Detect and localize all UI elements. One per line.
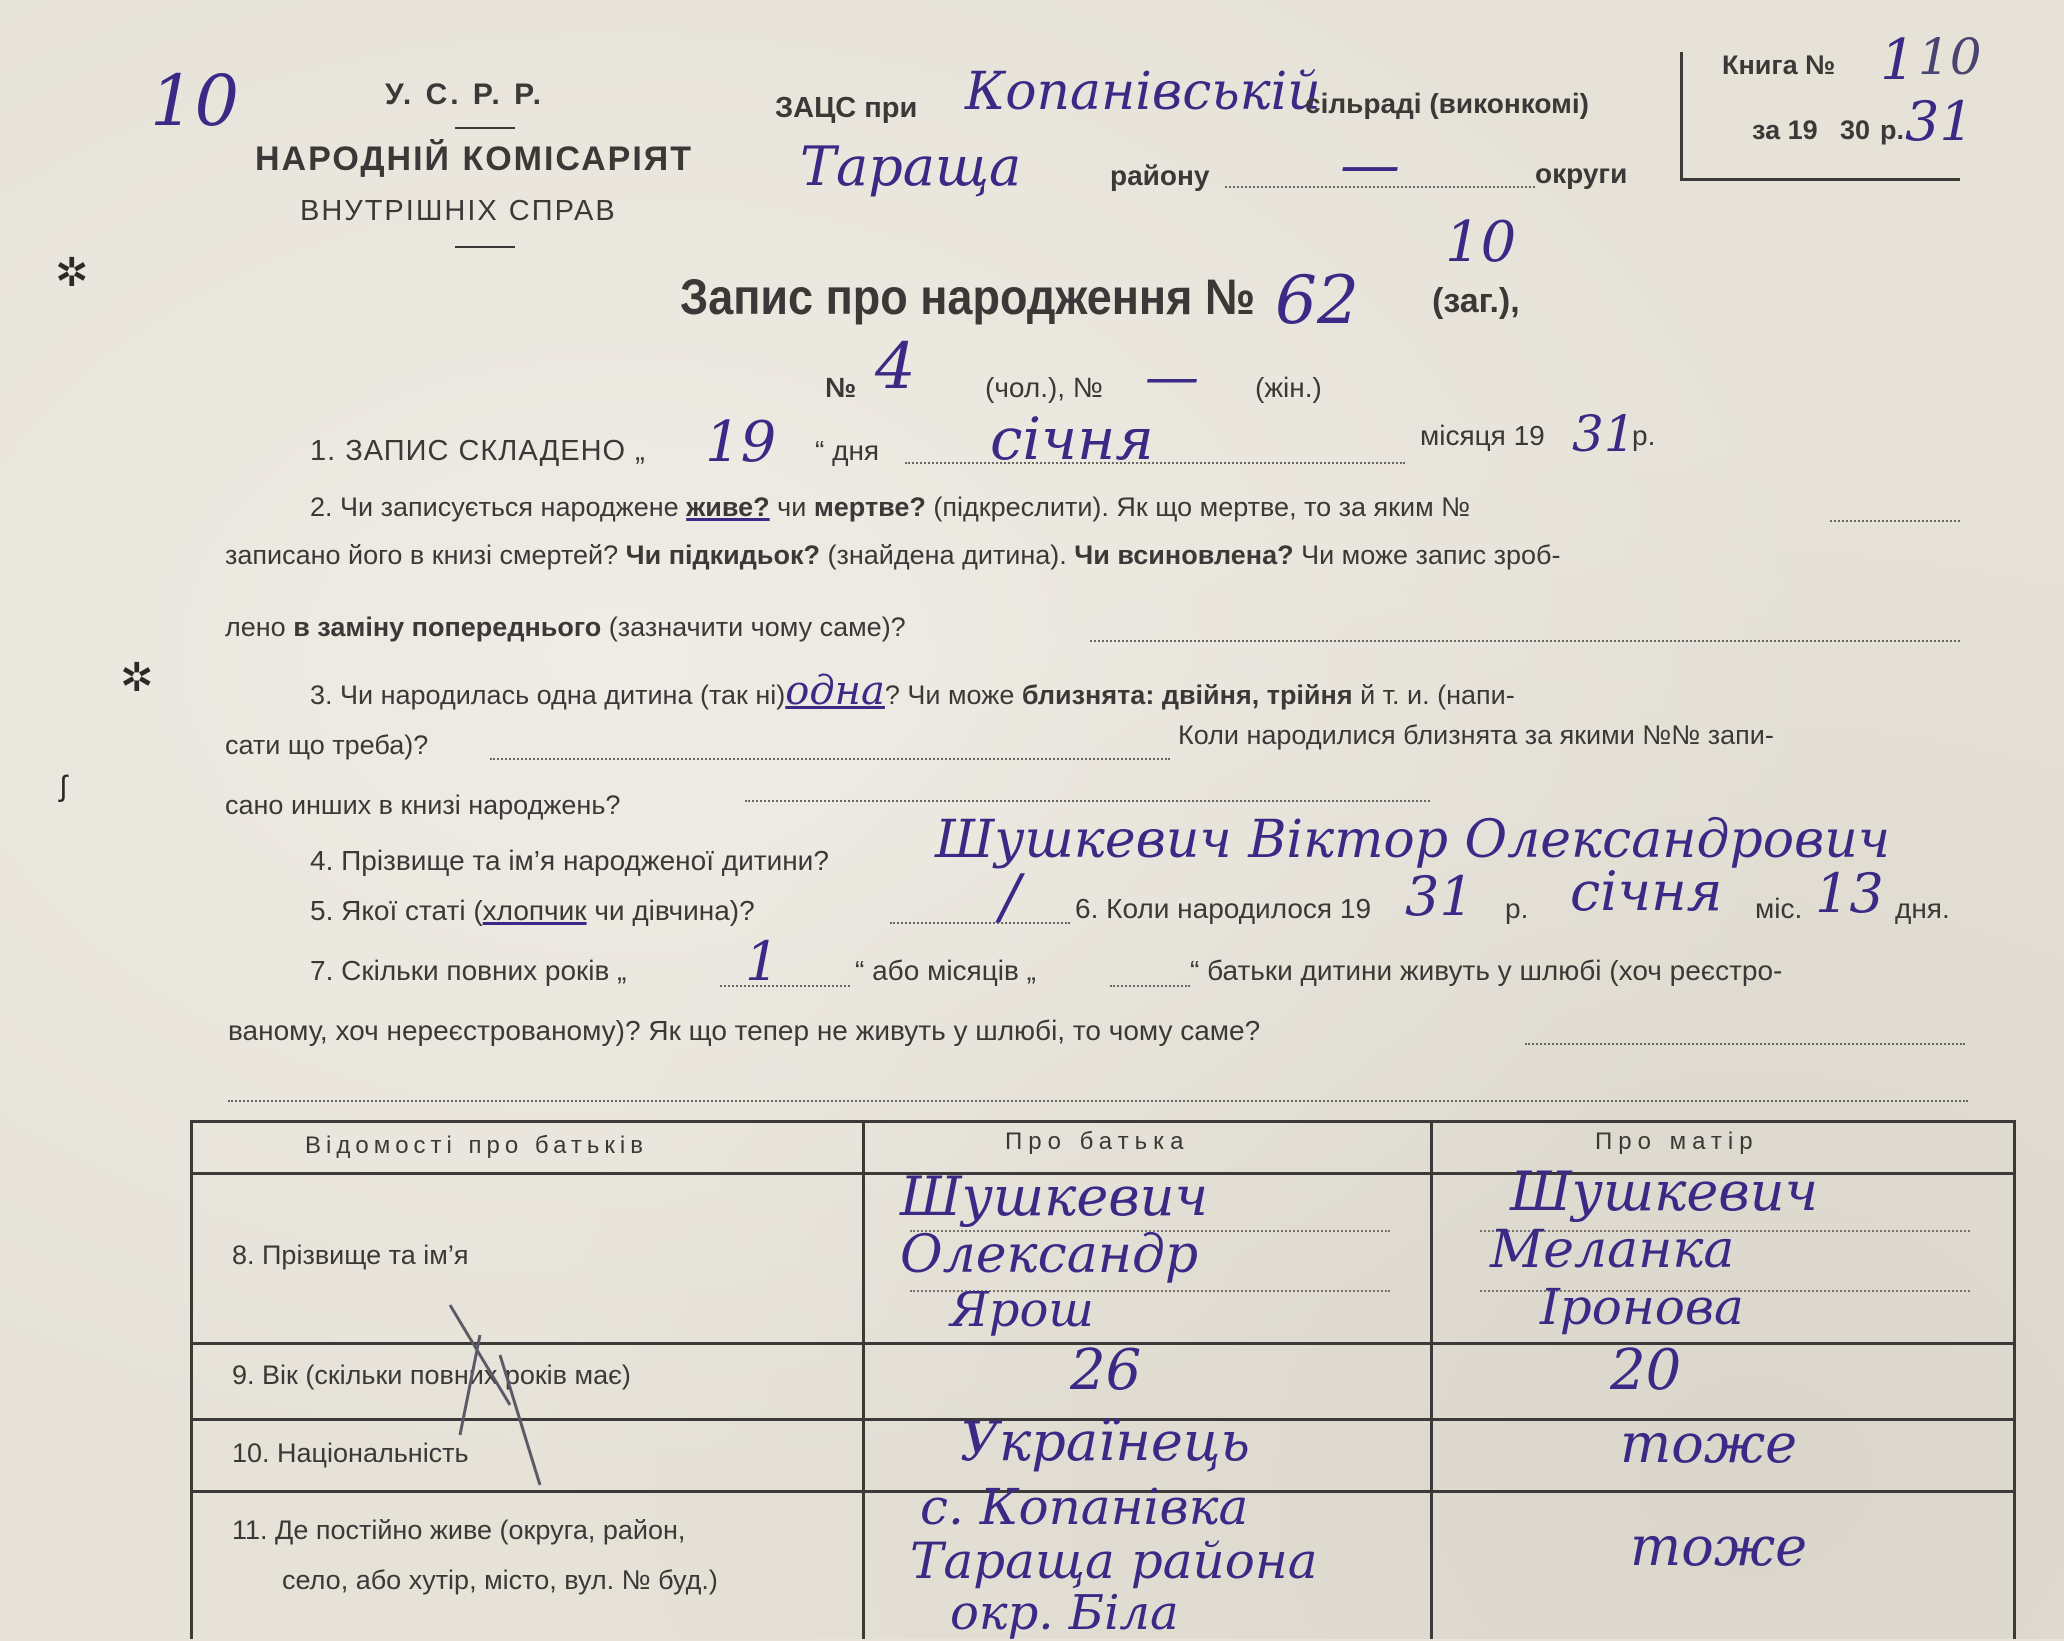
book-year-label: за 19: [1752, 115, 1818, 145]
village-handwritten: Копанівській: [965, 62, 1321, 122]
item2-text-h: (зазначити чому саме)?: [601, 612, 906, 642]
item1-month: січня: [990, 405, 1154, 473]
record-number-handwritten: 62: [1275, 262, 1359, 339]
male-label: (чол.), №: [985, 372, 1103, 403]
book-box-left-border: [1680, 52, 1683, 180]
book-year-suffix: р.: [1880, 115, 1904, 145]
item3-text-b: ? Чи може: [884, 680, 1022, 710]
table-border-top: [190, 1120, 2016, 1123]
book-number-overwrite: 10: [1918, 28, 1982, 86]
item7-months-dots: [1110, 985, 1190, 987]
book-year-printed: 30: [1840, 115, 1871, 145]
pencil-check-mark: [440, 1295, 550, 1495]
item7-line3-dots: [228, 1100, 1968, 1102]
village-suffix: сільраді (виконкомі): [1305, 88, 1589, 119]
mother-nationality: тоже: [1620, 1412, 1798, 1475]
table-column-rule: [862, 1120, 865, 1639]
book-number: 1: [1880, 28, 1916, 93]
female-number: —: [1145, 345, 1199, 408]
item1-year-suffix: р.: [1632, 420, 1656, 451]
item1-day-label: “ дня: [815, 435, 880, 466]
item2-replacement: в заміну попереднього: [293, 612, 602, 642]
header-rule: [455, 127, 515, 129]
item2-line2: [225, 540, 1561, 571]
record-number-overwrite: 10: [1445, 210, 1517, 275]
item2-text-b: чи: [769, 492, 814, 522]
row11-label-line2: село, або хутір, місто, вул. № буд.): [282, 1565, 718, 1595]
item7-label-a: 7. Скільки повних років „: [310, 955, 627, 986]
item4-child-name: Шушкевич Віктор Олександрович: [935, 810, 1891, 870]
numbering-label: №: [825, 372, 857, 403]
district-handwritten: Тараща: [800, 135, 1022, 198]
item5-label: [310, 895, 755, 927]
book-year-handwritten: 31: [1905, 90, 1974, 153]
item5-check-mark: /: [1000, 862, 1021, 932]
item3-line1: [310, 668, 1515, 714]
male-number: 4: [875, 330, 916, 404]
item1-month-label: місяця 19: [1420, 420, 1545, 451]
item6-year-suffix: р.: [1505, 893, 1529, 924]
item7-years: 1: [745, 930, 780, 993]
item1-label: 1. ЗАПИС СКЛАДЕНО „: [310, 435, 646, 467]
item5-text-b: чи дівчина)?: [586, 895, 755, 926]
father-patronymic: Ярош: [950, 1282, 1094, 1338]
item6-birth-month: січня: [1570, 860, 1723, 923]
item2-text-a: 2. Чи записується народжене: [310, 492, 687, 522]
item2-foundling: Чи підкидьок?: [625, 540, 820, 570]
item7-years-dots: [720, 985, 850, 987]
item6-birth-year: 31: [1405, 865, 1474, 928]
republic-header: У. С. Р. Р.: [385, 78, 544, 111]
item5-boy-option: хлопчик: [482, 895, 587, 926]
table-border-right: [2013, 1120, 2016, 1639]
table-header-mother: Про матір: [1595, 1128, 1759, 1155]
table-header-info: Відомості про батьків: [305, 1132, 648, 1159]
mother-given-name: Меланка: [1490, 1220, 1735, 1280]
row11-label-line1: 11. Де постійно живе (округа, район,: [232, 1515, 686, 1545]
record-title: Запис про народження №: [680, 269, 1256, 325]
item2-text-f: Чи може запис зроб-: [1293, 540, 1561, 570]
row8-label: 8. Прізвище та ім’я: [232, 1240, 469, 1270]
mother-surname: Шушкевич: [1510, 1160, 1819, 1223]
item2-line3: [225, 612, 906, 643]
district-label: району: [1110, 160, 1210, 191]
book-label: Книга №: [1722, 50, 1836, 80]
father-nationality: Українець: [960, 1410, 1250, 1473]
okrug-label: округи: [1535, 158, 1628, 189]
item6-day-label: дня.: [1895, 893, 1950, 924]
item7-line2-dots: [1525, 1043, 1965, 1045]
item5-dots: [890, 922, 1070, 924]
item7-label-b: “ або місяців „: [855, 955, 1036, 986]
father-age: 26: [1070, 1338, 1142, 1403]
item3-line3: сано инших в книзі народжень?: [225, 790, 621, 820]
item2-adopted: Чи всиновлена?: [1074, 540, 1294, 570]
folio-number: 10: [150, 60, 240, 142]
father-surname: Шушкевич: [900, 1165, 1209, 1228]
item2-line1: [310, 492, 1470, 523]
table-column-rule: [1430, 1120, 1433, 1639]
row9-label: 9. Вік (скільки повних років має): [232, 1360, 631, 1390]
item1-year: 31: [1572, 405, 1636, 463]
binding-hole-mark: ✲: [55, 251, 89, 295]
item7-label-c: “ батьки дитини живуть у шлюбі (хоч реєстро-: [1190, 955, 1783, 986]
binding-hole-mark: ✲: [120, 656, 154, 700]
item1-day: 19: [705, 410, 777, 475]
item5-text-a: 5. Якої статі (: [310, 895, 483, 926]
item3-answer: одна: [785, 668, 885, 714]
item3-twins: близнята: двійня, трійня: [1021, 680, 1353, 710]
item3-text-c: й т. и. (напи-: [1352, 680, 1515, 710]
item3-text-a: 3. Чи народилась одна дитина (так ні): [310, 680, 786, 710]
item2-alive-option: живе?: [686, 492, 770, 522]
item2-dead-option: мертве?: [813, 492, 926, 522]
item7-line2: ваному, хоч нереєстрованому)? Як що тепер не живуть у шлюбі, то чому саме?: [228, 1015, 1261, 1046]
item1-month-dots: [905, 462, 1405, 464]
item2-text-e: (знайдена дитина).: [820, 540, 1075, 570]
item4-label: 4. Прізвище та ім’я народженої дитини?: [310, 845, 829, 876]
header-rule: [455, 246, 515, 248]
item6-birth-day: 13: [1815, 862, 1884, 925]
father-residence-line3: окр. Біла: [950, 1585, 1179, 1641]
table-header-father: Про батька: [1005, 1128, 1190, 1155]
binding-hole-mark: ʃ: [60, 770, 67, 803]
zatss-label: ЗАЦС при: [775, 92, 918, 124]
table-border-left: [190, 1120, 193, 1639]
okrug-handwritten: —: [1340, 130, 1400, 200]
row10-label: 10. Національність: [232, 1438, 469, 1468]
item6-month-label: міс.: [1755, 893, 1803, 924]
female-label: (жін.): [1255, 372, 1322, 403]
item3-line2-a: сати що треба)?: [225, 730, 429, 760]
father-residence-line1: с. Копанівка: [920, 1478, 1249, 1536]
commissariat-subtitle: ВНУТРІШНІХ СПРАВ: [300, 195, 617, 227]
father-given-name: Олександр: [900, 1225, 1199, 1285]
father-residence-line2: Тараща района: [910, 1532, 1318, 1590]
item2-line3-dots: [1090, 640, 1960, 642]
mother-age: 20: [1610, 1338, 1682, 1403]
item2-text-c: (підкреслити). Як що мертве, то за яким №: [925, 492, 1471, 522]
item6-label: 6. Коли народилося 19: [1075, 893, 1372, 924]
record-title-suffix: (заг.),: [1432, 282, 1520, 320]
item3-line2-b: Коли народилися близнята за якими №№ запи-: [1178, 720, 1774, 750]
item3-line3-dots: [745, 800, 1430, 802]
mother-patronymic: Іронова: [1540, 1278, 1744, 1336]
commissariat-title: НАРОДНІЙ КОМІСАРІЯТ: [255, 140, 693, 178]
parents-table: [190, 1120, 2016, 1639]
item2-line1-dots: [1830, 520, 1960, 522]
mother-residence: тоже: [1630, 1515, 1808, 1578]
item2-text-d: записано його в книзі смертей?: [225, 540, 626, 570]
item3-line2-dots: [490, 758, 1170, 760]
item2-text-g: лено: [225, 612, 294, 642]
book-box-bottom-border: [1680, 178, 1960, 181]
